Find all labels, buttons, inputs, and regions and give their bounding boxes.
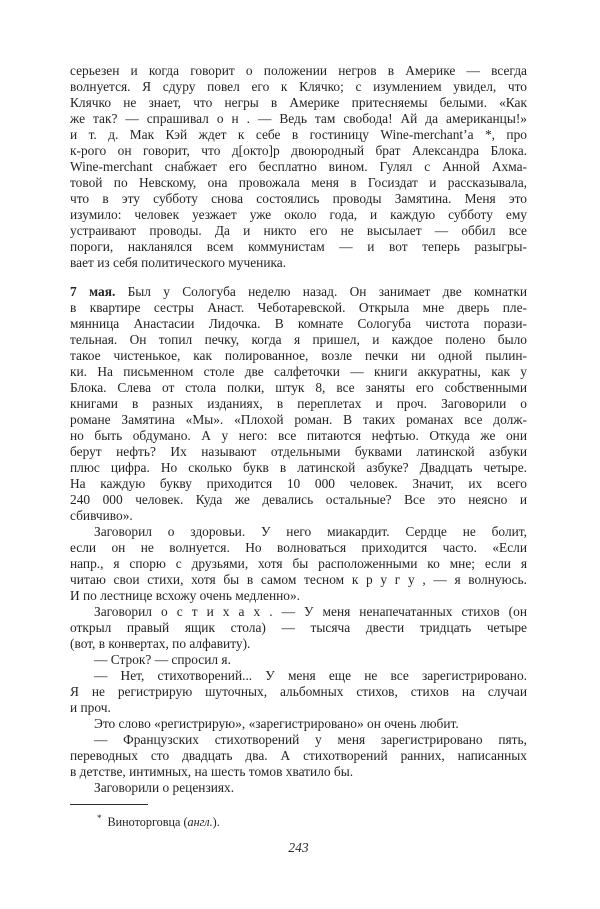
page-number: 243 <box>288 840 309 855</box>
diary-text-block <box>70 63 527 796</box>
text-line: Это слово «регистрирую», «зарегистрировано» он очень любит. <box>94 716 459 731</box>
text-line: но быть обдумано. А у него: все питаются нефтью. Откуда же они <box>70 428 527 443</box>
text-line: волнуется. Я сдуру повел его к Клячко; с изумлением увидел, что <box>70 79 527 94</box>
text-line: — Строк? — спросил я. <box>94 652 231 667</box>
paragraph <box>70 284 527 524</box>
footnote-line <box>70 811 527 830</box>
text-run: Был у Сологуба неделю назад. Он занимает две комнатки <box>115 284 527 299</box>
text-line: мянница Анастасии Лидочка. В комнате Сологуба чистота порази- <box>70 316 527 331</box>
paragraph <box>70 652 527 668</box>
text-line: изумило: человек уезжает уже около года, и каждую субботу ему <box>70 207 527 222</box>
paragraph <box>70 604 527 652</box>
text-line: (вот, в конвертах, по алфавиту). <box>70 636 251 651</box>
text-line: вает из себя политического мученика. <box>70 255 287 270</box>
text-line: — Французских стихотворений у меня зарегистрировано пять, <box>94 732 527 747</box>
text-line <box>70 284 527 300</box>
text-line: Заговорил о здоровьи. У него миакардит. Сердце не болит, <box>94 524 527 539</box>
footnote-marker: * <box>97 813 102 823</box>
text-line: 240 000 человек. Куда же девались остальные? Все это неясно и <box>70 492 527 507</box>
text-line: товой по Невскому, она провожала меня в Госиздат и рассказывала, <box>70 175 527 190</box>
text-line: что в эту субботу снова состоялись проводы Замятина. Меня это <box>70 191 527 206</box>
text-line: в детстве, интимных, на шесть томов хватило бы. <box>70 764 354 779</box>
entry-date: 7 мая. <box>70 284 116 299</box>
text-line: серьезен и когда говорит о положении негров в Америке — всегда <box>70 63 527 78</box>
text-line: книгами в разных изданиях, в переплетах и проч. Заговорили о <box>70 396 527 411</box>
text-line: устраивают проводы. Да и никто его не высылает — оббил все <box>70 223 527 238</box>
text-line: и проч. <box>70 700 111 715</box>
text-line: Клячко не знает, что негры в Америке притесняемы белыми. «Как <box>70 95 527 110</box>
paragraph <box>70 63 527 271</box>
footnote <box>70 811 527 830</box>
text-line: Блока. Слева от стола полки, штук 8, все заняты его собственными <box>70 380 527 395</box>
footnote-text-italic: англ. <box>187 815 213 830</box>
text-line: пороги, накланялся всем коммунистам — и вот теперь разыгры- <box>70 239 527 254</box>
paragraph <box>70 780 527 796</box>
text-line: И по лестнице всхожу очень медленно». <box>70 588 301 603</box>
text-line: и т. д. Мак Кэй ждет к себе в гостиницу Wine-merchant’а *, про <box>70 127 527 142</box>
text-line: если он не волнуется. Но волноваться приходится часто. «Если <box>70 540 527 555</box>
text-line: к-рого он говорит, что д[окто]р двоюродный брат Александра Блока. <box>70 143 527 158</box>
text-line: же так? — спрашивал о н . — Ведь там свобода! Ай да американцы!» <box>70 111 527 126</box>
text-line: переводных сто двадцать два. А стихотворений ранних, написанных <box>70 748 527 763</box>
text-line: Заговорили о рецензиях. <box>94 780 235 795</box>
text-line: Wine-merchant снабжает его бесплатно вином. Гулял с Анной Ахма- <box>70 159 527 174</box>
text-line: открыл правый ящик стола) — тысяча двести тридцать четыре <box>70 620 527 635</box>
text-line: романе Замятина «Мы». «Плохой роман. В таких романах все долж- <box>70 412 527 427</box>
text-line: напр., я спорю с друзьями, хотя бы расположенными ко мне; если я <box>70 556 527 571</box>
paragraph <box>70 732 527 780</box>
text-line: ки. На письменном столе две салфеточки — книги аккуратны, как у <box>70 364 527 379</box>
text-line: тельная. Он топил печку, когда я пришел, и каждое полено было <box>70 332 527 347</box>
text-line: в квартире сестры Анаст. Чеботаревской. Открыла мне дверь пле- <box>70 300 527 315</box>
text-line: — Нет, стихотворений... У меня еще не все зарегистрировано. <box>94 668 527 683</box>
footnote-text: Виноторговца ( <box>107 815 188 830</box>
text-line: На каждую букву приходится 10 000 человек. Значит, их всего <box>70 476 527 491</box>
text-line: берут нефть? Их называют отдельными буквами латинской азбуки <box>70 444 527 459</box>
paragraph <box>70 668 527 716</box>
text-line: Заговорил о с т и х а х . — У меня ненапечатанных стихов (он <box>94 604 527 619</box>
text-line: читаю свои стихи, хотя бы в самом тесном к р у г у , — я волнуюсь. <box>70 572 527 587</box>
footnote-separator <box>70 804 148 805</box>
text-line: сбивчиво». <box>70 508 133 523</box>
text-line: плюс цифра. Но сколько букв в латинской азбуке? Двадцать четыре. <box>70 460 527 475</box>
footnote-text-end: ). <box>212 815 220 830</box>
paragraph <box>70 716 527 732</box>
text-line: Я не регистрирую шуточных, альбомных стихов, стихов на случаи <box>70 684 527 699</box>
paragraph <box>70 524 527 604</box>
text-line: такое чистенькое, как полированное, возле печки ни одной пылин- <box>70 348 527 363</box>
